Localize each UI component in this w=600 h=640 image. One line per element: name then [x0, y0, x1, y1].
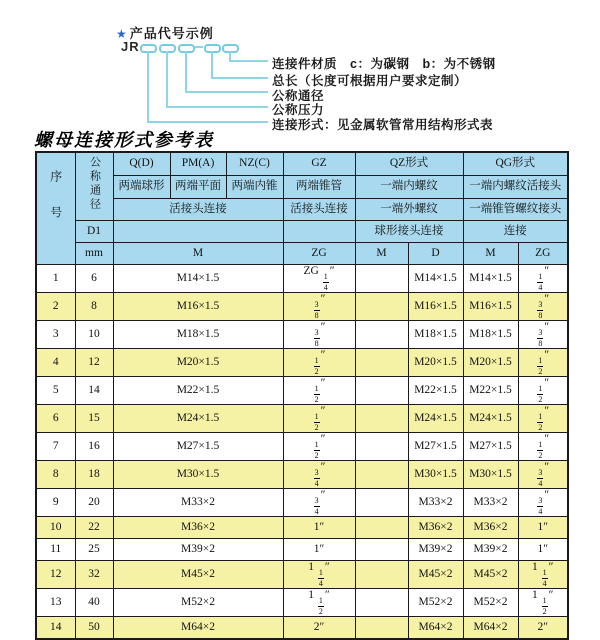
code-prefix: JR: [121, 39, 140, 54]
nut-connection-table: [35, 151, 569, 640]
header-row-d1: [36, 221, 568, 243]
table-cell: M36×2: [113, 517, 283, 539]
table-row: [36, 589, 568, 617]
table-cell: M27×1.5: [408, 433, 463, 461]
header-cell: 两端平面: [170, 176, 226, 199]
table-cell: 6: [36, 405, 75, 433]
header-cell: M: [113, 243, 283, 265]
table-cell: M24×1.5: [113, 405, 283, 433]
table-cell: M30×1.5: [408, 461, 463, 489]
table-cell: M30×1.5: [113, 461, 283, 489]
header-cell: 一端锥管螺纹接头: [463, 199, 568, 221]
table-cell: M18×1.5: [113, 321, 283, 349]
table-row: [36, 293, 568, 321]
header-cell: 一端外螺纹: [355, 199, 463, 221]
table-cell: 15: [75, 405, 113, 433]
table-cell: M33×2: [113, 489, 283, 517]
table-cell: $\frac{1}{4}$ ″: [518, 265, 568, 293]
header-row-conn-types: [36, 199, 568, 221]
table-cell: M22×1.5: [463, 377, 518, 405]
connector-line: [211, 77, 268, 79]
table-cell: [355, 517, 408, 539]
table-cell: M33×2: [463, 489, 518, 517]
header-cell-nominal-diameter: [75, 152, 113, 221]
fraction: $\frac{3}{8}$: [538, 328, 543, 348]
fraction: $\frac{3}{8}$: [538, 300, 543, 320]
table-cell: 10: [75, 321, 113, 349]
table-cell: M64×2: [408, 617, 463, 640]
star-icon: ★: [116, 27, 128, 41]
table-cell: 4: [36, 349, 75, 377]
table-row: [36, 517, 568, 539]
fraction: $\frac{3}{4}$: [314, 496, 319, 516]
nominal-diameter-label: 公称通径: [88, 156, 101, 213]
table-cell: M30×1.5: [463, 461, 518, 489]
header-cell: M: [463, 243, 518, 265]
table-cell: M16×1.5: [113, 293, 283, 321]
table-row: [36, 489, 568, 517]
table-cell: 1″: [283, 517, 355, 539]
table-cell: $\frac{3}{4}$ ″: [283, 489, 355, 517]
table-cell: 1″: [283, 539, 355, 561]
table-cell: M39×2: [113, 539, 283, 561]
diagram-label-pressure: 公称压力: [272, 103, 325, 117]
table-cell: 25: [75, 539, 113, 561]
code-dash: [195, 46, 203, 48]
fraction: $\frac{3}{8}$: [314, 328, 319, 348]
table-cell: M20×1.5: [113, 349, 283, 377]
header-cell: 活接头连接: [113, 199, 283, 221]
table-cell: M27×1.5: [113, 433, 283, 461]
table-cell: 22: [75, 517, 113, 539]
table-cell: 1 $\frac{1}{2}$ ″: [518, 589, 568, 617]
fraction: $\frac{1}{4}$: [538, 272, 543, 292]
table-row: [36, 349, 568, 377]
header-cell: 两端内锥: [226, 176, 283, 199]
connector-line: [166, 51, 168, 107]
header-cell-blank: [283, 221, 355, 243]
table-cell: M24×1.5: [408, 405, 463, 433]
table-cell: 1 $\frac{1}{4}$ ″: [518, 561, 568, 589]
table-cell: [355, 433, 408, 461]
table-cell: M14×1.5: [408, 265, 463, 293]
table-cell: M20×1.5: [408, 349, 463, 377]
table-cell: 8: [36, 461, 75, 489]
table-cell: [355, 349, 408, 377]
table-cell: $\frac{3}{8}$ ″: [283, 293, 355, 321]
table-cell: 6: [75, 265, 113, 293]
table-row: [36, 377, 568, 405]
table-cell: [355, 405, 408, 433]
header-cell: 一端内螺纹活接头: [463, 176, 568, 199]
table-cell: $\frac{1}{2}$ ″: [283, 377, 355, 405]
table-cell: M18×1.5: [408, 321, 463, 349]
connector-line: [147, 121, 268, 123]
fraction: $\frac{3}{8}$: [314, 300, 319, 320]
table-title: 螺母连接形式参考表: [34, 130, 214, 150]
connector-line: [185, 51, 187, 92]
table-cell: $\frac{3}{8}$ ″: [518, 321, 568, 349]
header-cell: 一端内螺纹: [355, 176, 463, 199]
connector-line: [185, 91, 268, 93]
table-cell: [355, 589, 408, 617]
table-cell: ZG $\frac{1}{4}$ ″: [283, 265, 355, 293]
table-cell: M52×2: [408, 589, 463, 617]
table-cell: M45×2: [113, 561, 283, 589]
header-cell: QZ形式: [355, 152, 463, 176]
header-cell: 两端球形: [113, 176, 170, 199]
table-cell: 20: [75, 489, 113, 517]
header-cell: 活接头连接: [283, 199, 355, 221]
table-cell: 10: [36, 517, 75, 539]
header-cell: PM(A): [170, 152, 226, 176]
table-cell: [355, 293, 408, 321]
header-row-thread: [36, 243, 568, 265]
table-header: [36, 152, 568, 265]
table-row: [36, 321, 568, 349]
table-cell: M16×1.5: [408, 293, 463, 321]
table-cell: 2: [36, 293, 75, 321]
diagram-label-diameter: 公称通径: [272, 89, 325, 103]
table-cell: $\frac{3}{8}$ ″: [518, 293, 568, 321]
table-cell: [355, 617, 408, 640]
table-cell: M39×2: [463, 539, 518, 561]
fraction: $\frac{1}{2}$: [318, 596, 323, 616]
table-cell: 32: [75, 561, 113, 589]
header-cell: Q(D): [113, 152, 170, 176]
fraction: $\frac{1}{2}$: [314, 356, 319, 376]
table-cell: 14: [36, 617, 75, 640]
diagram-label-connection: 连接形式：见金属软管常用结构形式表: [272, 118, 494, 132]
table-cell: M16×1.5: [463, 293, 518, 321]
table-cell: M22×1.5: [408, 377, 463, 405]
table-row: [36, 265, 568, 293]
table-row: [36, 433, 568, 461]
header-cell-mm: mm: [75, 243, 113, 265]
connector-line: [166, 106, 268, 108]
table-cell: 7: [36, 433, 75, 461]
fraction: $\frac{3}{4}$: [538, 468, 543, 488]
table-cell: 1: [36, 265, 75, 293]
table-cell: [355, 489, 408, 517]
table-cell: M36×2: [408, 517, 463, 539]
table-row: [36, 405, 568, 433]
header-cell: 两端锥管: [283, 176, 355, 199]
connector-line: [211, 51, 213, 78]
serial-label: 序号: [48, 170, 63, 243]
table-cell: M27×1.5: [463, 433, 518, 461]
table-cell: M14×1.5: [113, 265, 283, 293]
table-cell: $\frac{1}{2}$ ″: [518, 349, 568, 377]
table-cell: 1″: [518, 539, 568, 561]
table-cell: [355, 321, 408, 349]
table-cell: 3: [36, 321, 75, 349]
header-cell: ZG: [518, 243, 568, 265]
table-cell: 16: [75, 433, 113, 461]
table-cell: $\frac{3}{4}$ ″: [518, 489, 568, 517]
table-cell: M36×2: [463, 517, 518, 539]
table-cell: M20×1.5: [463, 349, 518, 377]
header-row-end-types: [36, 176, 568, 199]
connector-line: [147, 51, 149, 122]
table-cell: [355, 561, 408, 589]
fraction: $\frac{1}{2}$: [538, 384, 543, 404]
table-cell: 1″: [518, 517, 568, 539]
header-cell: QG形式: [463, 152, 568, 176]
table-cell: 5: [36, 377, 75, 405]
header-cell: D: [408, 243, 463, 265]
header-cell: GZ: [283, 152, 355, 176]
table-row: [36, 617, 568, 640]
table-cell: 2″: [518, 617, 568, 640]
table-cell: M64×2: [463, 617, 518, 640]
table-row: [36, 461, 568, 489]
table-cell: $\frac{3}{4}$ ″: [518, 461, 568, 489]
header-cell: 球形接头连接: [355, 221, 463, 243]
table-cell: 18: [75, 461, 113, 489]
header-cell: M: [355, 243, 408, 265]
table-cell: $\frac{1}{2}$ ″: [518, 377, 568, 405]
table-cell: M33×2: [408, 489, 463, 517]
fraction: $\frac{1}{4}$: [318, 568, 323, 588]
table-row: [36, 561, 568, 589]
table-cell: $\frac{1}{2}$ ″: [283, 433, 355, 461]
header-cell-serial: [36, 152, 75, 265]
table-cell: 11: [36, 539, 75, 561]
fraction: $\frac{1}{2}$: [314, 412, 319, 432]
table-cell: M18×1.5: [463, 321, 518, 349]
header-cell: ZG: [283, 243, 355, 265]
header-cell: 连接: [463, 221, 568, 243]
header-cell-blank: [113, 221, 283, 243]
table-cell: 2″: [283, 617, 355, 640]
table-cell: $\frac{1}{2}$ ″: [518, 433, 568, 461]
fraction: $\frac{1}{2}$: [314, 440, 319, 460]
connector-line: [229, 60, 268, 62]
table-body: [36, 265, 568, 640]
header-row-groups: [36, 152, 568, 176]
table-cell: $\frac{3}{4}$ ″: [283, 461, 355, 489]
table-cell: M14×1.5: [463, 265, 518, 293]
fraction: $\frac{3}{4}$: [538, 496, 543, 516]
table-cell: 40: [75, 589, 113, 617]
table-cell: M24×1.5: [463, 405, 518, 433]
table-cell: [355, 377, 408, 405]
fraction: $\frac{3}{4}$: [314, 468, 319, 488]
header-cell: NZ(C): [226, 152, 283, 176]
diagram-heading-text: 产品代号示例: [129, 26, 214, 41]
table-cell: M52×2: [113, 589, 283, 617]
table-cell: $\frac{1}{2}$ ″: [283, 349, 355, 377]
table-cell: [355, 539, 408, 561]
table-cell: 9: [36, 489, 75, 517]
header-cell-d1: D1: [75, 221, 113, 243]
table-cell: M52×2: [463, 589, 518, 617]
table-cell: $\frac{3}{8}$ ″: [283, 321, 355, 349]
table-cell: 1 $\frac{1}{4}$ ″: [283, 561, 355, 589]
table-cell: [355, 265, 408, 293]
table-row: [36, 539, 568, 561]
fraction: $\frac{1}{2}$: [538, 356, 543, 376]
fraction: $\frac{1}{2}$: [538, 440, 543, 460]
fraction: $\frac{1}{4}$: [323, 272, 328, 292]
table-cell: M39×2: [408, 539, 463, 561]
table-cell: M45×2: [408, 561, 463, 589]
table-cell: 8: [75, 293, 113, 321]
table-cell: 1 $\frac{1}{2}$ ″: [283, 589, 355, 617]
fraction: $\frac{1}{2}$: [542, 596, 547, 616]
table-cell: 12: [75, 349, 113, 377]
table-cell: [355, 461, 408, 489]
table-cell: 14: [75, 377, 113, 405]
table-cell: 50: [75, 617, 113, 640]
table-cell: 12: [36, 561, 75, 589]
table-cell: M45×2: [463, 561, 518, 589]
table-cell: $\frac{1}{2}$ ″: [518, 405, 568, 433]
diagram-label-material: 连接件材质 c：为碳钢 b：为不锈钢: [272, 57, 496, 71]
fraction: $\frac{1}{2}$: [314, 384, 319, 404]
table-cell: 13: [36, 589, 75, 617]
table-cell: $\frac{1}{2}$ ″: [283, 405, 355, 433]
fraction: $\frac{1}{2}$: [538, 412, 543, 432]
table-cell: M64×2: [113, 617, 283, 640]
fraction: $\frac{1}{4}$: [542, 568, 547, 588]
diagram-label-length: 总长（长度可根据用户要求定制）: [272, 74, 468, 88]
table-cell: M22×1.5: [113, 377, 283, 405]
